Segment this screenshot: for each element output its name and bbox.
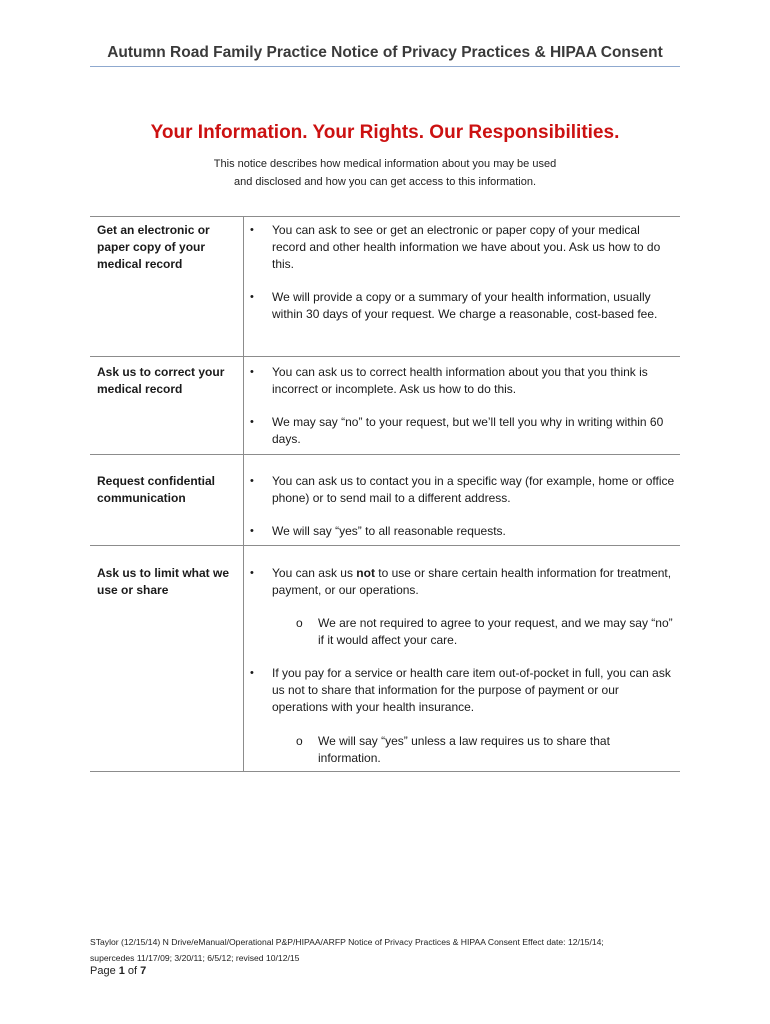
sub-list-item: We will say “yes” unless a law requires us to share that information.: [318, 734, 610, 765]
section-divider-3: [90, 545, 680, 546]
document-footer: [90, 934, 680, 966]
bullet-icon: •: [250, 366, 254, 378]
section-divider-2: [90, 454, 680, 455]
section-heading: Ask us to correct your medical record: [97, 365, 225, 396]
bullet-icon: •: [250, 291, 254, 303]
list-item-emphasis: not: [356, 566, 375, 580]
page-label: Page: [90, 965, 119, 977]
page-title: Your Information. Your Rights. Our Responsibilities.: [150, 122, 620, 143]
section-heading: Request confidential communication: [97, 474, 216, 505]
list-item-text-start: You can ask us: [272, 566, 357, 580]
list-item-text-end: to use or share certain health information for treatment, payment, or our operations.: [272, 566, 672, 597]
list-item: If you pay for a service or health care item out-of-pocket in full, you can ask us not to share that information for the purpose of payment or our operations with your health insurance.: [272, 666, 671, 714]
list-item: We will provide a copy or a summary of your health information, usually within 30 days of your request. We charge a reasonable, cost-based fee.: [272, 290, 658, 321]
notice-description-line-2: and disclosed and how you can get access to this information.: [233, 176, 537, 188]
footer-line-1: STaylor (12/15/14) N Drive/eManual/Operational P&P/HIPAA/ARFP Notice of Privacy Practices & HIPAA Consent Effect date: 12/15/14;: [90, 937, 604, 947]
list-item: You can ask to see or get an electronic or paper copy of your medical record and other health information we have about you. Ask us how to do this.: [272, 223, 661, 271]
bullet-icon: •: [250, 525, 254, 537]
bullet-icon: •: [250, 475, 254, 487]
sub-bullet-icon: o: [296, 616, 303, 630]
bullet-icon: •: [250, 567, 254, 579]
document-header-title: Autumn Road Family Practice Notice of Privacy Practices & HIPAA Consent: [107, 44, 663, 61]
page-of: of: [124, 965, 141, 977]
sub-list-item: We are not required to agree to your request, and we may say “no” if it would affect your care.: [318, 616, 673, 647]
header-divider: [90, 66, 680, 67]
notice-description: [0, 155, 770, 191]
bullet-icon: •: [250, 416, 254, 428]
section-divider-1: [90, 356, 680, 357]
page-total: 7: [140, 965, 147, 977]
page-current: 1: [118, 965, 125, 977]
table-bottom-rule: [90, 771, 680, 772]
page-number: [90, 965, 146, 977]
section-heading: Get an electronic or paper copy of your medical record: [97, 223, 210, 271]
list-item: You can ask us to correct health information about you that you think is incorrect or incomplete. Ask us how to do this.: [272, 365, 648, 396]
section-heading: Ask us to limit what we use or share: [97, 566, 230, 597]
table-top-rule: [90, 216, 680, 217]
notice-description-line-1: This notice describes how medical information about you may be used: [213, 158, 557, 170]
table-column-divider: [243, 216, 244, 772]
bullet-icon: •: [250, 224, 254, 236]
bullet-icon: •: [250, 667, 254, 679]
list-item: You can ask us to contact you in a specific way (for example, home or office phone) or to send mail to a different address.: [272, 474, 675, 505]
list-item: [272, 565, 676, 599]
footer-line-2: supercedes 11/17/09; 3/20/11; 6/5/12; revised 10/12/15: [90, 953, 300, 963]
list-item: We may say “no” to your request, but we’ll tell you why in writing within 60 days.: [272, 415, 664, 446]
list-item: We will say “yes” to all reasonable requests.: [272, 524, 506, 538]
sub-bullet-icon: o: [296, 734, 303, 748]
